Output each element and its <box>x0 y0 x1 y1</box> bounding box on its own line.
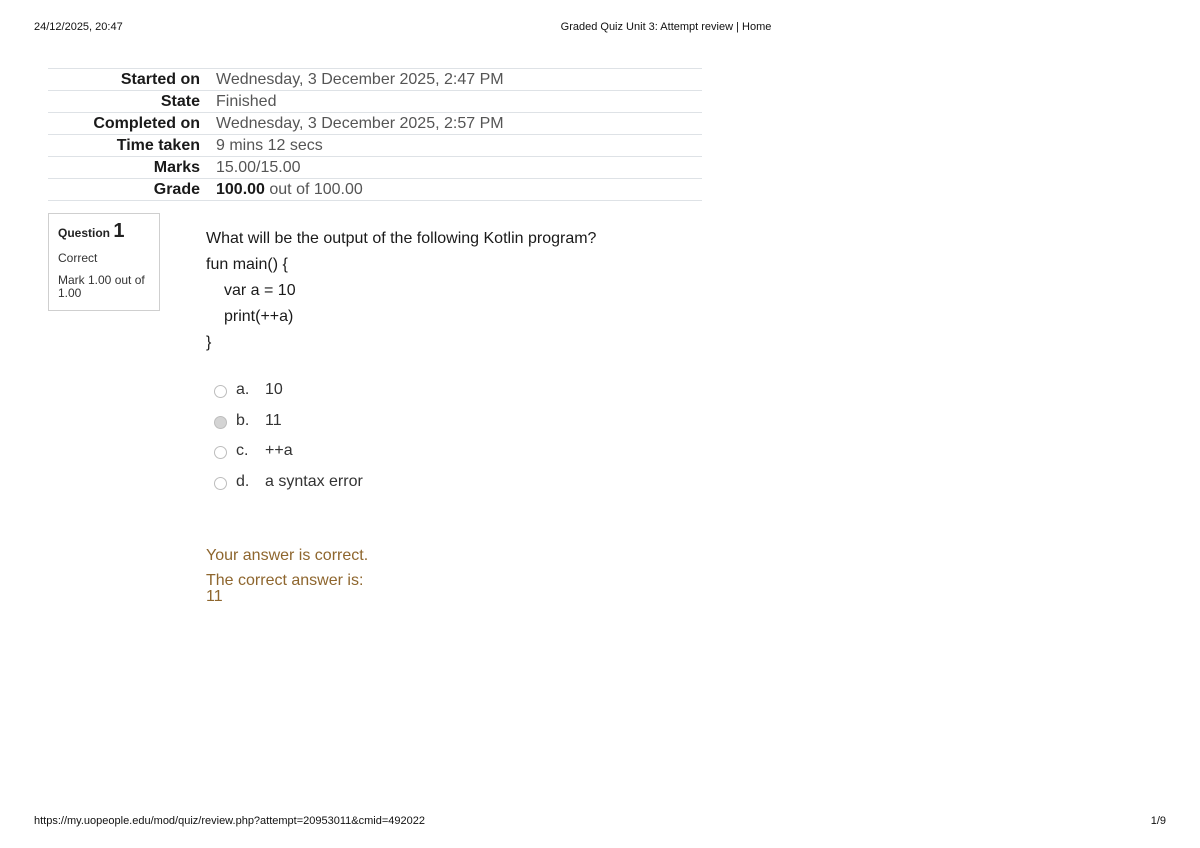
question-grade: Mark 1.00 out of 1.00 <box>58 273 145 300</box>
summary-row-state <box>48 91 702 113</box>
summary-label: State <box>160 93 200 110</box>
answer-text: a syntax error <box>265 472 363 490</box>
answer-option-c[interactable] <box>214 436 363 467</box>
answer-text: ++a <box>265 442 293 460</box>
answer-text: 10 <box>265 381 283 399</box>
answer-letter: c. <box>236 442 249 460</box>
question-info-box <box>48 213 160 311</box>
code-line: } <box>206 334 212 351</box>
summary-label: Grade <box>153 181 200 198</box>
question-text <box>206 226 596 356</box>
answer-letter: d. <box>236 472 250 490</box>
print-page-number: 1/9 <box>1150 815 1166 827</box>
radio-button[interactable] <box>214 385 227 398</box>
code-line: fun main() { <box>206 256 288 273</box>
attempt-summary-table <box>48 68 702 201</box>
print-datetime: 24/12/2025, 20:47 <box>34 21 123 33</box>
code-line: var a = 10 <box>224 282 296 299</box>
question-number <box>58 220 150 243</box>
summary-value: 15.00/15.00 <box>216 159 301 176</box>
right-answer-value: 11 <box>206 588 223 605</box>
summary-label: Completed on <box>93 115 200 132</box>
print-page-title: Graded Quiz Unit 3: Attempt review | Home <box>560 21 772 33</box>
code-line: print(++a) <box>224 308 294 325</box>
summary-value <box>208 179 702 201</box>
summary-label: Started on <box>120 71 200 88</box>
summary-row-time-taken <box>48 135 702 157</box>
summary-label: Time taken <box>116 137 200 154</box>
question-label: Question <box>58 226 111 240</box>
radio-button-selected[interactable] <box>214 416 227 429</box>
answer-options <box>214 375 363 497</box>
question-feedback <box>206 546 368 605</box>
answer-letter: b. <box>236 411 250 429</box>
question-number-value: 1 <box>113 220 125 242</box>
radio-button[interactable] <box>214 477 227 490</box>
radio-button[interactable] <box>214 446 227 459</box>
summary-row-completed-on <box>48 113 702 135</box>
question-state: Correct <box>58 251 98 265</box>
summary-row-started-on <box>48 69 702 91</box>
answer-option-b[interactable] <box>214 406 363 437</box>
summary-value: 9 mins 12 secs <box>216 137 323 154</box>
summary-row-marks <box>48 157 702 179</box>
summary-value: Wednesday, 3 December 2025, 2:57 PM <box>216 115 504 132</box>
answer-text: 11 <box>265 411 282 429</box>
feedback-correctness: Your answer is correct. <box>206 547 369 564</box>
answer-option-a[interactable] <box>214 375 363 406</box>
summary-row-grade <box>48 179 702 201</box>
summary-value: Wednesday, 3 December 2025, 2:47 PM <box>216 71 504 88</box>
feedback-right-answer <box>206 573 368 605</box>
print-url: https://my.uopeople.edu/mod/quiz/review.php?attempt=20953011&cmid=492022 <box>34 815 425 827</box>
summary-value: Finished <box>216 93 277 110</box>
right-answer-label: The correct answer is: <box>206 572 364 589</box>
answer-option-d[interactable] <box>214 467 363 498</box>
question-prompt: What will be the output of the following Kotlin program? <box>206 230 597 247</box>
summary-label: Marks <box>153 159 200 176</box>
answer-letter: a. <box>236 381 250 399</box>
grade-score: 100.00 <box>216 181 265 198</box>
grade-out-of: out of 100.00 <box>264 181 363 198</box>
